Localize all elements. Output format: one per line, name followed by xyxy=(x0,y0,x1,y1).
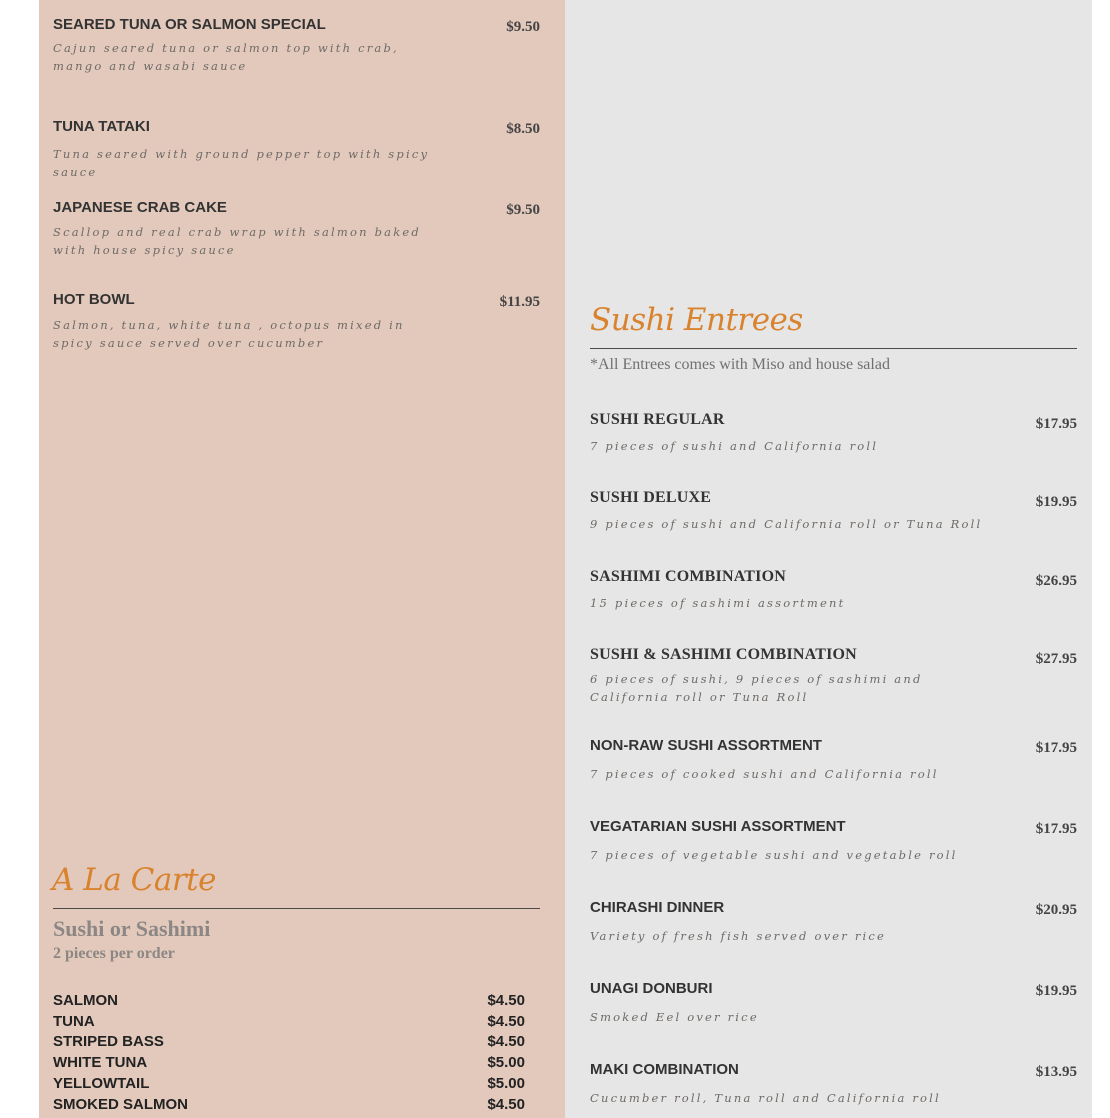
menu-item-tuna-tataki xyxy=(53,118,540,179)
item-name: SUSHI & SASHIMI COMBINATION xyxy=(590,646,857,663)
menu-item-japanese-crab-cake xyxy=(53,199,540,269)
item-description: 7 pieces of vegetable sushi and vegetable roll xyxy=(590,848,958,862)
item-description: Scallop and real crab wrap with salmon baked with house spicy sauce xyxy=(53,225,421,257)
section-divider xyxy=(590,348,1077,349)
item-name: CHIRASHI DINNER xyxy=(590,899,725,916)
a-la-carte-subheading: Sushi or Sashimi xyxy=(53,916,211,941)
menu-item-sushi-regular xyxy=(590,411,1077,461)
item-price: $27.95 xyxy=(1035,651,1077,667)
a-la-carte-item-name: SMOKED SALMON xyxy=(53,1096,188,1113)
a-la-carte-item-name: WHITE TUNA xyxy=(53,1054,148,1071)
section-title-sushi-entrees: Sushi Entrees xyxy=(590,302,803,338)
a-la-carte-item-price: $4.50 xyxy=(487,1096,525,1113)
a-la-carte-row xyxy=(53,1013,525,1033)
item-name: SUSHI DELUXE xyxy=(590,489,712,506)
a-la-carte-item-name: STRIPED BASS xyxy=(53,1033,164,1050)
item-name: SEARED TUNA OR SALMON SPECIAL xyxy=(53,16,326,33)
item-price: $19.95 xyxy=(1035,983,1077,999)
item-description: 15 pieces of sashimi assortment xyxy=(590,596,846,610)
item-price: $17.95 xyxy=(1035,740,1077,756)
menu-item-chirashi-dinner xyxy=(590,899,1077,949)
item-price: $17.95 xyxy=(1035,416,1077,432)
item-name: HOT BOWL xyxy=(53,291,135,308)
item-description: 9 pieces of sushi and California roll or Tuna Roll xyxy=(590,517,983,531)
item-price: $9.50 xyxy=(506,19,540,35)
item-description: Tuna seared with ground pepper top with spicy sauce xyxy=(53,147,430,179)
item-description: Variety of fresh fish served over rice xyxy=(590,929,887,943)
a-la-carte-item-name: YELLOWTAIL xyxy=(53,1075,150,1092)
section-title-a-la-carte: A La Carte xyxy=(52,862,216,898)
item-description: 6 pieces of sushi, 9 pieces of sashimi and California roll or Tuna Roll xyxy=(590,672,923,704)
a-la-carte-row xyxy=(53,992,525,1012)
item-description: Smoked Eel over rice xyxy=(590,1010,759,1024)
item-description: 7 pieces of cooked sushi and California roll xyxy=(590,767,939,781)
item-name: SASHIMI COMBINATION xyxy=(590,568,786,585)
menu-item-hot-bowl xyxy=(53,291,540,361)
menu-item-non-raw-sushi-assortment xyxy=(590,737,1077,787)
menu-item-sushi-sashimi-combination xyxy=(590,646,1077,712)
menu-item-unagi-donburi xyxy=(590,980,1077,1030)
item-price: $8.50 xyxy=(506,121,540,137)
a-la-carte-row xyxy=(53,1075,525,1095)
item-description: Cajun seared tuna or salmon top with crab, mango and wasabi sauce xyxy=(53,41,399,73)
item-price: $17.95 xyxy=(1035,821,1077,837)
a-la-carte-item-price: $4.50 xyxy=(487,992,525,1009)
a-la-carte-item-price: $4.50 xyxy=(487,1013,525,1030)
menu-item-seared-tuna-special xyxy=(53,16,540,86)
item-name: VEGATARIAN SUSHI ASSORTMENT xyxy=(590,818,846,835)
item-price: $19.95 xyxy=(1035,494,1077,510)
item-name: MAKI COMBINATION xyxy=(590,1061,739,1078)
item-name: TUNA TATAKI xyxy=(53,118,150,135)
item-description: Cucumber roll, Tuna roll and California roll xyxy=(590,1091,941,1105)
right-menu-panel xyxy=(565,0,1092,1118)
menu-item-sushi-deluxe xyxy=(590,489,1077,539)
item-description: 7 pieces of sushi and California roll xyxy=(590,439,879,453)
item-price: $11.95 xyxy=(499,294,540,310)
a-la-carte-subnote: 2 pieces per order xyxy=(53,945,175,962)
item-price: $20.95 xyxy=(1035,902,1077,918)
item-name: SUSHI REGULAR xyxy=(590,411,725,428)
section-divider xyxy=(53,908,540,909)
item-name: NON-RAW SUSHI ASSORTMENT xyxy=(590,737,822,754)
a-la-carte-row xyxy=(53,1033,525,1053)
a-la-carte-item-price: $4.50 xyxy=(487,1033,525,1050)
menu-item-maki-combination xyxy=(590,1061,1077,1111)
item-price: $13.95 xyxy=(1035,1064,1077,1080)
item-description: Salmon, tuna, white tuna , octopus mixed in spicy sauce served over cucumber xyxy=(53,318,405,350)
a-la-carte-item-price: $5.00 xyxy=(487,1054,525,1071)
entrees-note: *All Entrees comes with Miso and house salad xyxy=(590,356,890,373)
a-la-carte-item-name: SALMON xyxy=(53,992,118,1009)
menu-item-vegatarian-sushi-assortment xyxy=(590,818,1077,868)
a-la-carte-item-name: TUNA xyxy=(53,1013,95,1030)
menu-item-sashimi-combination xyxy=(590,568,1077,618)
item-name: UNAGI DONBURI xyxy=(590,980,713,997)
a-la-carte-row xyxy=(53,1054,525,1074)
a-la-carte-item-price: $5.00 xyxy=(487,1075,525,1092)
item-price: $26.95 xyxy=(1035,573,1077,589)
item-name: JAPANESE CRAB CAKE xyxy=(53,199,227,216)
a-la-carte-row xyxy=(53,1096,525,1116)
item-price: $9.50 xyxy=(506,202,540,218)
